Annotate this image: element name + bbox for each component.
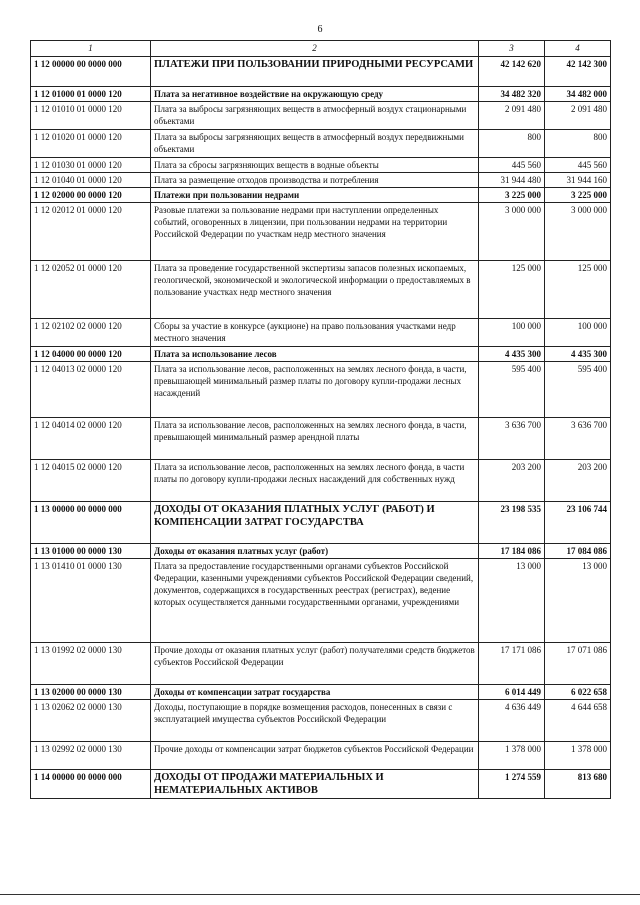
name-cell: Плата за размещение отходов производства и потребления [151,173,479,188]
value-cell-col3: 4 435 300 [479,347,545,362]
name-cell: ДОХОДЫ ОТ ПРОДАЖИ МАТЕРИАЛЬНЫХ И НЕМАТЕРИАЛЬНЫХ АКТИВОВ [151,770,479,799]
value-cell-col3: 1 274 559 [479,770,545,799]
value-cell-col4: 595 400 [545,362,611,418]
code-cell: 1 12 01040 01 0000 120 [31,173,151,188]
table-row [31,188,611,203]
table-row [31,102,611,130]
code-cell: 1 13 01000 00 0000 130 [31,544,151,559]
name-cell: Сборы за участие в конкурсе (аукционе) на право пользования участками недр местного значения [151,319,479,347]
table-row [31,203,611,261]
name-cell: Разовые платежи за пользование недрами при наступлении определенных событий, оговоренных в лицензии, при пользовании недрами на территории Российской Федерации по участкам недр местного значения [151,203,479,261]
value-cell-col4: 3 636 700 [545,418,611,460]
table-row [31,87,611,102]
header-col-3: 3 [479,41,545,57]
table-row [31,742,611,770]
table-header-row [31,41,611,57]
name-cell: ПЛАТЕЖИ ПРИ ПОЛЬЗОВАНИИ ПРИРОДНЫМИ РЕСУРСАМИ [151,57,479,87]
name-cell: Платежи при пользовании недрами [151,188,479,203]
value-cell-col4: 100 000 [545,319,611,347]
code-cell: 1 12 04013 02 0000 120 [31,362,151,418]
code-cell: 1 12 01010 01 0000 120 [31,102,151,130]
code-cell: 1 12 02102 02 0000 120 [31,319,151,347]
code-cell: 1 12 02012 01 0000 120 [31,203,151,261]
name-cell: Доходы от компенсации затрат государства [151,685,479,700]
name-cell: Доходы, поступающие в порядке возмещения расходов, понесенных в связи с эксплуатацией имущества субъектов Российской Федерации [151,700,479,742]
value-cell-col3: 17 171 086 [479,643,545,685]
table-row [31,502,611,544]
table-row [31,418,611,460]
value-cell-col4: 125 000 [545,261,611,319]
code-cell: 1 13 02000 00 0000 130 [31,685,151,700]
code-cell: 1 13 01410 01 0000 130 [31,559,151,643]
table-row [31,130,611,158]
value-cell-col3: 3 225 000 [479,188,545,203]
value-cell-col4: 3 000 000 [545,203,611,261]
table-row [31,700,611,742]
name-cell: Плата за использование лесов, расположенных на землях лесного фонда, в части, превышающей минимальный размер платы по договору купли-продажи лесных насаждений [151,362,479,418]
code-cell: 1 14 00000 00 0000 000 [31,770,151,799]
table-row [31,173,611,188]
name-cell: Плата за сбросы загрязняющих веществ в водные объекты [151,158,479,173]
code-cell: 1 12 02000 00 0000 120 [31,188,151,203]
value-cell-col3: 595 400 [479,362,545,418]
value-cell-col4: 1 378 000 [545,742,611,770]
value-cell-col3: 6 014 449 [479,685,545,700]
value-cell-col3: 42 142 620 [479,57,545,87]
revenue-table [30,40,611,799]
value-cell-col4: 3 225 000 [545,188,611,203]
code-cell: 1 13 01992 02 0000 130 [31,643,151,685]
value-cell-col4: 2 091 480 [545,102,611,130]
table-row [31,362,611,418]
code-cell: 1 12 04014 02 0000 120 [31,418,151,460]
value-cell-col4: 6 022 658 [545,685,611,700]
code-cell: 1 12 00000 00 0000 000 [31,57,151,87]
value-cell-col4: 23 106 744 [545,502,611,544]
value-cell-col3: 31 944 480 [479,173,545,188]
table-row [31,57,611,87]
code-cell: 1 13 00000 00 0000 000 [31,502,151,544]
value-cell-col4: 42 142 300 [545,57,611,87]
table-row [31,158,611,173]
name-cell: Плата за негативное воздействие на окружающую среду [151,87,479,102]
table-row [31,544,611,559]
code-cell: 1 12 01020 01 0000 120 [31,130,151,158]
value-cell-col3: 445 560 [479,158,545,173]
name-cell: Плата за проведение государственной экспертизы запасов полезных ископаемых, геологической, экономической и экологической информации о предоставляемых в пользование участках недр местного значения [151,261,479,319]
header-col-4: 4 [545,41,611,57]
value-cell-col3: 23 198 535 [479,502,545,544]
value-cell-col3: 100 000 [479,319,545,347]
footer-rule [0,894,640,895]
code-cell: 1 12 04000 00 0000 120 [31,347,151,362]
page-number: 6 [317,24,323,35]
table-row [31,685,611,700]
table-row [31,261,611,319]
value-cell-col4: 17 071 086 [545,643,611,685]
table-row [31,460,611,502]
header-col-2: 2 [151,41,479,57]
table-row [31,643,611,685]
header-col-1: 1 [31,41,151,57]
value-cell-col3: 3 636 700 [479,418,545,460]
code-cell: 1 12 02052 01 0000 120 [31,261,151,319]
code-cell: 1 12 04015 02 0000 120 [31,460,151,502]
value-cell-col3: 13 000 [479,559,545,643]
value-cell-col3: 203 200 [479,460,545,502]
value-cell-col4: 4 435 300 [545,347,611,362]
name-cell: Плата за использование лесов, расположенных на землях лесного фонда, в части, превышающей минимальный размер арендной платы [151,418,479,460]
value-cell-col4: 800 [545,130,611,158]
name-cell: Прочие доходы от оказания платных услуг (работ) получателями средств бюджетов субъектов Российской Федерации [151,643,479,685]
name-cell: Доходы от оказания платных услуг (работ) [151,544,479,559]
value-cell-col3: 125 000 [479,261,545,319]
value-cell-col4: 445 560 [545,158,611,173]
table-row [31,559,611,643]
table-row [31,770,611,799]
value-cell-col4: 4 644 658 [545,700,611,742]
name-cell: Плата за использование лесов, расположенных на землях лесного фонда, в части платы по договору купли-продажи лесных насаждений для собственных нужд [151,460,479,502]
value-cell-col4: 34 482 000 [545,87,611,102]
value-cell-col4: 203 200 [545,460,611,502]
name-cell: Прочие доходы от компенсации затрат бюджетов субъектов Российской Федерации [151,742,479,770]
value-cell-col4: 813 680 [545,770,611,799]
value-cell-col3: 2 091 480 [479,102,545,130]
name-cell: ДОХОДЫ ОТ ОКАЗАНИЯ ПЛАТНЫХ УСЛУГ (РАБОТ) И КОМПЕНСАЦИИ ЗАТРАТ ГОСУДАРСТВА [151,502,479,544]
value-cell-col3: 3 000 000 [479,203,545,261]
code-cell: 1 13 02062 02 0000 130 [31,700,151,742]
table-row [31,347,611,362]
name-cell: Плата за использование лесов [151,347,479,362]
table-row [31,319,611,347]
code-cell: 1 13 02992 02 0000 130 [31,742,151,770]
value-cell-col3: 800 [479,130,545,158]
name-cell: Плата за выбросы загрязняющих веществ в атмосферный воздух стационарными объектами [151,102,479,130]
value-cell-col3: 34 482 320 [479,87,545,102]
value-cell-col4: 31 944 160 [545,173,611,188]
value-cell-col3: 4 636 449 [479,700,545,742]
code-cell: 1 12 01030 01 0000 120 [31,158,151,173]
name-cell: Плата за выбросы загрязняющих веществ в атмосферный воздух передвижными объектами [151,130,479,158]
name-cell: Плата за предоставление государственными органами субъектов Российской Федерации, казенными учреждениями субъектов Российской Федерации сведений, документов, содержащихся в государственных реестрах (регистрах), ведение которых осуществляется данными государственными органами, учреждениями [151,559,479,643]
code-cell: 1 12 01000 01 0000 120 [31,87,151,102]
value-cell-col4: 17 084 086 [545,544,611,559]
value-cell-col4: 13 000 [545,559,611,643]
value-cell-col3: 1 378 000 [479,742,545,770]
value-cell-col3: 17 184 086 [479,544,545,559]
